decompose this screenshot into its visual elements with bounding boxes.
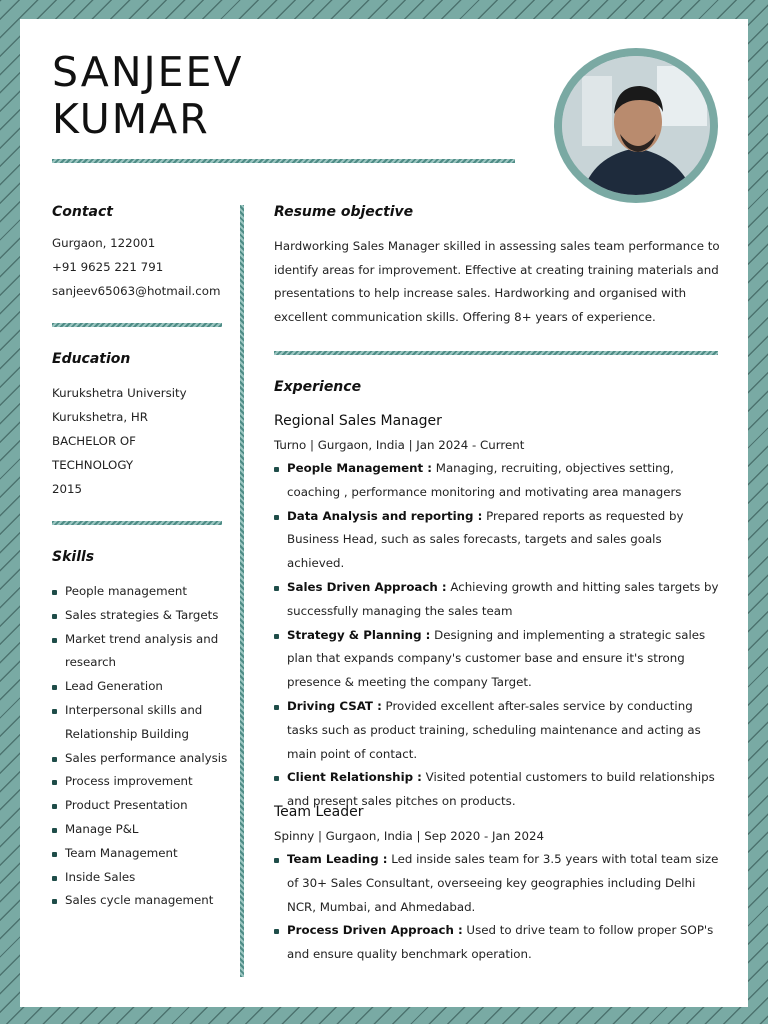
skill-item: Sales strategies & Targets	[52, 604, 230, 628]
skill-item: Sales performance analysis	[52, 747, 230, 771]
education-heading: Education	[52, 351, 131, 367]
skill-item: Sales cycle management	[52, 889, 230, 913]
responsibility-item: Sales Driven Approach : Achieving growth and hitting sales targets by successfully managing the sales team	[274, 576, 720, 624]
education-divider	[52, 521, 222, 525]
job-title: Regional Sales Manager	[274, 413, 442, 429]
contact-phone: +91 9625 221 791	[52, 260, 164, 274]
contact-heading: Contact	[52, 204, 113, 220]
resume-page	[20, 19, 748, 1007]
skill-item: Product Presentation	[52, 794, 230, 818]
education-line: Kurukshetra, HR	[52, 410, 148, 424]
skill-item: Lead Generation	[52, 675, 230, 699]
responsibility-item: Data Analysis and reporting : Prepared reports as requested by Business Head, such as sales forecasts, targets and sales goals achieved.	[274, 505, 720, 576]
education-details	[52, 381, 232, 501]
responsibility-item: People Management : Managing, recruiting, objectives setting, coaching , performance monitoring and motivating area managers	[274, 457, 720, 505]
job-meta: Turno | Gurgaon, India | Jan 2024 - Current	[274, 438, 525, 452]
education-line: TECHNOLOGY	[52, 458, 134, 472]
education-line: BACHELOR OF	[52, 434, 136, 448]
responsibility-item: Driving CSAT : Provided excellent after-sales service by conducting tasks such as product training, scheduling maintenance and acting as main point of contact.	[274, 695, 720, 766]
job-title: Team Leader	[274, 804, 364, 820]
objective-heading: Resume objective	[274, 204, 414, 220]
last-name: KUMAR	[52, 95, 210, 143]
skill-item: People management	[52, 580, 230, 604]
job-meta: Spinny | Gurgaon, India | Sep 2020 - Jan 2024	[274, 829, 544, 843]
avatar	[562, 56, 710, 195]
candidate-name	[52, 49, 243, 143]
skill-item: Team Management	[52, 842, 230, 866]
responsibility-item: Strategy & Planning : Designing and implementing a strategic sales plan that expands company's customer base and ensure it's strong presence & meeting the company Target.	[274, 624, 720, 695]
profile-photo	[554, 48, 718, 203]
person-portrait-icon	[562, 56, 710, 195]
responsibility-item: Process Driven Approach : Used to drive team to follow proper SOP's and ensure quality benchmark operation.	[274, 919, 720, 967]
contact-address: Gurgaon, 122001	[52, 236, 156, 250]
objective-divider	[274, 351, 718, 355]
skills-list	[52, 580, 230, 913]
skill-item: Inside Sales	[52, 866, 230, 890]
skill-item: Manage P&L	[52, 818, 230, 842]
skill-item: Interpersonal skills and Relationship Building	[52, 699, 230, 747]
job-responsibilities	[274, 457, 720, 814]
skill-item: Process improvement	[52, 770, 230, 794]
contact-details	[52, 231, 232, 303]
skill-item: Market trend analysis and research	[52, 628, 230, 676]
header-divider	[52, 159, 515, 163]
objective-text: Hardworking Sales Manager skilled in assessing sales team performance to identify areas for improvement. Effective at creating training materials and presentations to help increase sales. Hardworking and organised with excellent communication skills. Offering 8+ years of experience.	[274, 239, 720, 324]
responsibility-item: Client Relationship : Visited potential customers to build relationships and present sales pitches on products.	[274, 766, 720, 814]
first-name: SANJEEV	[52, 48, 244, 96]
column-divider	[240, 205, 244, 977]
education-line: Kurukshetra University	[52, 386, 187, 400]
responsibility-item: Team Leading : Led inside sales team for 3.5 years with total team size of 30+ Sales Consultant, overseeing key geographies including Delhi NCR, Mumbai, and Ahmedabad.	[274, 848, 720, 919]
contact-divider	[52, 323, 222, 327]
experience-heading: Experience	[274, 379, 362, 395]
contact-email[interactable]: sanjeev65063@hotmail.com	[52, 284, 221, 298]
job-responsibilities	[274, 848, 720, 967]
education-line: 2015	[52, 482, 83, 496]
skills-heading: Skills	[52, 549, 95, 565]
